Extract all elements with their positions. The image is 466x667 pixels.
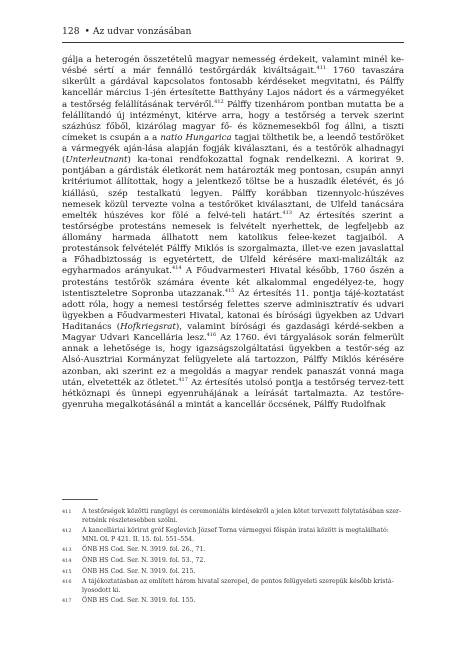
- body-paragraph: gálja a heterogén összetételű magyar nemesség érdekeit, valamint minél ke-vésbé sértí a már fennálló testőrgárdák kiváltságait.$^{411}$ 1760 tavaszára sikerült a gárdával kapcsolatos fontosabb kérdéseket megvitatni, és Pálffy kancellár március 1-jén értesítette Batthyány Lajos nádort és a vármegyéket a testőrség felállításának tervéről.$^{412}$ Pálffy tizenhárom pontban mutatta be a felállítandó új intézményt, kitérve arra, hogy a testőrség a tervek szerint százhúsz főből, kizárólag magyar fő- és köznemesekből fog állni, a tiszti címeket is csupán a a natio Hungarica tagjai tölthetik be, a leendő testőröket a vármegyék aján-lása alapján fogják kiválasztani, és a testőrök alhadnagyi (Unterleutnant) ka-tonai rendfokozattal fognak rendelkezni. A korirat 9. pontjában a gárdisták életkorát nem határozták meg pontosan, csupán annyi kritériumot állítottak, hogy a jelentkező töltse be a huszadik életévét, és jó kiállású, szép testalkatú legyen. Pálffy korábban tizennyolc-húszéves nemesek közül tervezte volna a testőröket kiválasztani, de Ulfeld tanácsára emelték húszéves kor fölé a felvé-teli határt.$^{413}$ Az értesítés szerint a testőrségbe protestáns nemesek is felvételt nyerhettek, de legfeljebb az állomány harmada állhatott nem katolikus felee-kezet tagjaiból. A protestánsok felvételét Pálffy Miklós is szorgalmazta, illet-ve ezen javaslattal a Főhadbiztosság is egyetértett, de Ulfeld kérésére maxi-malizálták az egyharmados arányukat.$^{414}$ A Főudvarmesteri Hivatal később, 1760 őszén a protestáns testőrök számára évente két alkalommal engedélyez-te, hogy istentiszteletre Sopronba utazzanak.$^{415}$ Az értesítés 11. pontja tájé-koztatást adott róla, hogy a nemesi testőrség felettes szerve adminisztratív és udvari ügyekben a Főudvarmesteri Hivatal, katonai és bírósági ügyekben az Udvari Haditanács (Hofkriegsrat), valamint bírósági és gazdasági kérdé-sekben a Magyar Udvari Kancellária lesz.$^{416}$ Az 1760. évi tárgyalások során felmerült annak a lehetősége is, hogy igazságszolgáltatási ügyekben a testőr-ség az Alsó-Ausztriai Kormányzat felügyelete alá tartozzon, Pálffy Miklós kérésére azonban, aki szerint ez a megoldás a magyar rendek panaszát vonná maga után, elvetették az ötletet.$^{417}$ Az értesítés utolsó pontja a testőrség tervez-tett hétköznapi és ünnepi egyenruhájának a leírását tartalmazta. Az testőre-gyenruha megalkotásánál a mintát a kancellár öccsének, Pálffy Rudolfnak: [62, 55, 404, 410]
- footnote-text: A testőrségek közötti rangügyi és ceremoniális kérdésekről a jelen kötet tervezett folytatásában szer-retnénk részletesebben szólni.: [82, 508, 402, 524]
- footnote-number: 416: [62, 579, 72, 586]
- footnote: [62, 557, 404, 566]
- footnote-number: 413: [62, 547, 72, 554]
- footnote: [62, 597, 404, 606]
- footnote: [62, 546, 404, 555]
- running-header: [62, 26, 191, 37]
- body-text: [62, 55, 404, 411]
- page-number: 128: [62, 26, 80, 37]
- header-separator: •: [84, 26, 90, 37]
- footnote-number: 414: [62, 557, 72, 564]
- footnotes: [62, 508, 404, 608]
- footnote-text: ÖNB HS Cod. Ser. N. 3919. fol. 53., 72.: [82, 556, 206, 564]
- header-rule: [62, 42, 404, 43]
- footnote: [62, 527, 404, 544]
- footnote-number: 412: [62, 528, 72, 535]
- footnote: [62, 578, 404, 595]
- footnote-text: A tájékoztatásban az említett három hivatal szerepel, de pontos felügyeleti szerepük később kristá-lyosodott ki.: [82, 578, 394, 594]
- footnote-text: ÖNB HS Cod. Ser. N. 3919. fol. 26., 71.: [82, 546, 206, 554]
- footnote-text: ÖNB HS Cod. Ser. N. 3919. fol. 215.: [82, 567, 196, 575]
- footnote: [62, 568, 404, 577]
- footnote-rule: [62, 499, 98, 500]
- footnote-number: 417: [62, 598, 72, 605]
- running-title: Az udvar vonzásában: [92, 26, 192, 37]
- footnote-number: 415: [62, 568, 72, 575]
- footnote-text: ÖNB HS Cod. Ser. N. 3919. fol. 155.: [82, 597, 196, 605]
- footnote-number: 411: [62, 509, 72, 515]
- footnote-text: A kancelláriai körirat gróf Keglevich József Torna vármegyei főispán iratai között is megtalálható: MNL OL P 421. II. 15. fol. 551–554.: [82, 527, 389, 543]
- footnote: [62, 508, 404, 525]
